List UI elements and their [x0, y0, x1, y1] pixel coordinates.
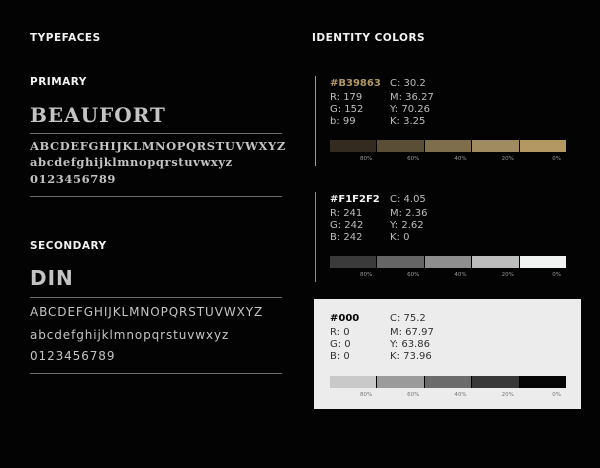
tint-label: 20% [501, 392, 514, 398]
swatch-gold-y: Y: 70.26 [390, 104, 430, 115]
tint-segment [425, 256, 472, 268]
tint-segment [520, 376, 566, 388]
tint-label: 40% [454, 272, 467, 278]
primary-typeface-name: BEAUFORT [30, 103, 166, 127]
tint-label: 20% [501, 156, 514, 162]
swatch-black-hex: #000 [330, 313, 360, 324]
swatch-black-tint-labels [330, 392, 566, 398]
tint-label: 0% [552, 156, 562, 162]
swatch-gold-tint-labels [330, 156, 566, 162]
swatch-black-panel [314, 299, 581, 409]
swatch-black-k: K: 73.96 [390, 351, 432, 362]
swatch-light-r: R: 241 [330, 208, 363, 219]
secondary-digits-sample: 0123456789 [30, 349, 116, 363]
tint-label: 80% [359, 272, 373, 278]
tint-segment [377, 376, 424, 388]
primary-digits-sample: 0123456789 [30, 172, 117, 186]
swatch-black-b: B: 0 [330, 351, 350, 362]
tint-label: 60% [407, 156, 420, 162]
tint-segment [472, 256, 519, 268]
swatch-gold-hex: #B39863 [330, 78, 381, 89]
tint-label: 80% [359, 156, 373, 162]
swatch-light [312, 186, 572, 282]
swatch-gold-tint-bar [330, 140, 566, 152]
swatch-gold [312, 70, 572, 166]
swatch-gold-c: C: 30.2 [390, 78, 426, 89]
swatch-light-b: B: 242 [330, 232, 363, 243]
tint-label: 60% [407, 272, 420, 278]
swatch-black-g: G: 0 [330, 339, 351, 350]
swatch-black-r: R: 0 [330, 327, 350, 338]
tint-segment [330, 256, 377, 268]
tint-segment [377, 256, 424, 268]
swatch-light-y: Y: 2.62 [390, 220, 424, 231]
swatch-light-c: C: 4.05 [390, 194, 426, 205]
swatch-gold-k: K: 3.25 [390, 116, 426, 127]
tint-segment [330, 376, 377, 388]
swatch-black-m: M: 67.97 [390, 327, 434, 338]
swatch-gold-b: b: 99 [330, 116, 356, 127]
secondary-divider-bottom [30, 373, 282, 374]
tint-label: 80% [359, 392, 373, 398]
primary-label: PRIMARY [30, 76, 87, 88]
tint-label: 40% [454, 156, 467, 162]
tint-label: 40% [454, 392, 467, 398]
swatch-light-accent-line [315, 192, 316, 282]
swatch-gold-m: M: 36.27 [390, 92, 434, 103]
swatch-light-g: G: 242 [330, 220, 364, 231]
swatch-light-hex: #F1F2F2 [330, 194, 380, 205]
swatch-black-y: Y: 63.86 [390, 339, 430, 350]
tint-segment [377, 140, 424, 152]
swatch-light-k: K: 0 [390, 232, 410, 243]
swatch-gold-r: R: 179 [330, 92, 363, 103]
swatch-black-c: C: 75.2 [390, 313, 426, 324]
primary-divider-bottom [30, 196, 282, 197]
tint-segment [520, 140, 566, 152]
secondary-typeface-name: DIN [30, 266, 74, 290]
swatch-light-tint-labels [330, 272, 566, 278]
typefaces-heading: TYPEFACES [30, 32, 101, 44]
tint-label: 60% [407, 392, 420, 398]
swatch-gold-accent-line [315, 76, 316, 166]
primary-divider-top [30, 133, 282, 134]
secondary-divider-top [30, 297, 282, 298]
primary-lowercase-sample: abcdefghijklmnopqrstuvwxyz [30, 155, 233, 169]
tint-label: 0% [552, 392, 562, 398]
swatch-black-tint-bar [330, 376, 566, 388]
swatch-gold-g: G: 152 [330, 104, 364, 115]
tint-segment [520, 256, 566, 268]
identity-colors-heading: IDENTITY COLORS [312, 32, 426, 44]
tint-segment [472, 140, 519, 152]
tint-segment [330, 140, 377, 152]
secondary-label: SECONDARY [30, 240, 107, 252]
primary-uppercase-sample: ABCDEFGHIJKLMNOPQRSTUVWXYZ [30, 139, 286, 153]
tint-segment [472, 376, 519, 388]
secondary-lowercase-sample: abcdefghijklmnopqrstuvwxyz [30, 328, 230, 342]
tint-segment [425, 140, 472, 152]
swatch-light-tint-bar [330, 256, 566, 268]
tint-label: 0% [552, 272, 562, 278]
tint-segment [425, 376, 472, 388]
tint-label: 20% [501, 272, 514, 278]
swatch-light-m: M: 2.36 [390, 208, 428, 219]
secondary-uppercase-sample: ABCDEFGHIJKLMNOPQRSTUVWXYZ [30, 305, 264, 319]
